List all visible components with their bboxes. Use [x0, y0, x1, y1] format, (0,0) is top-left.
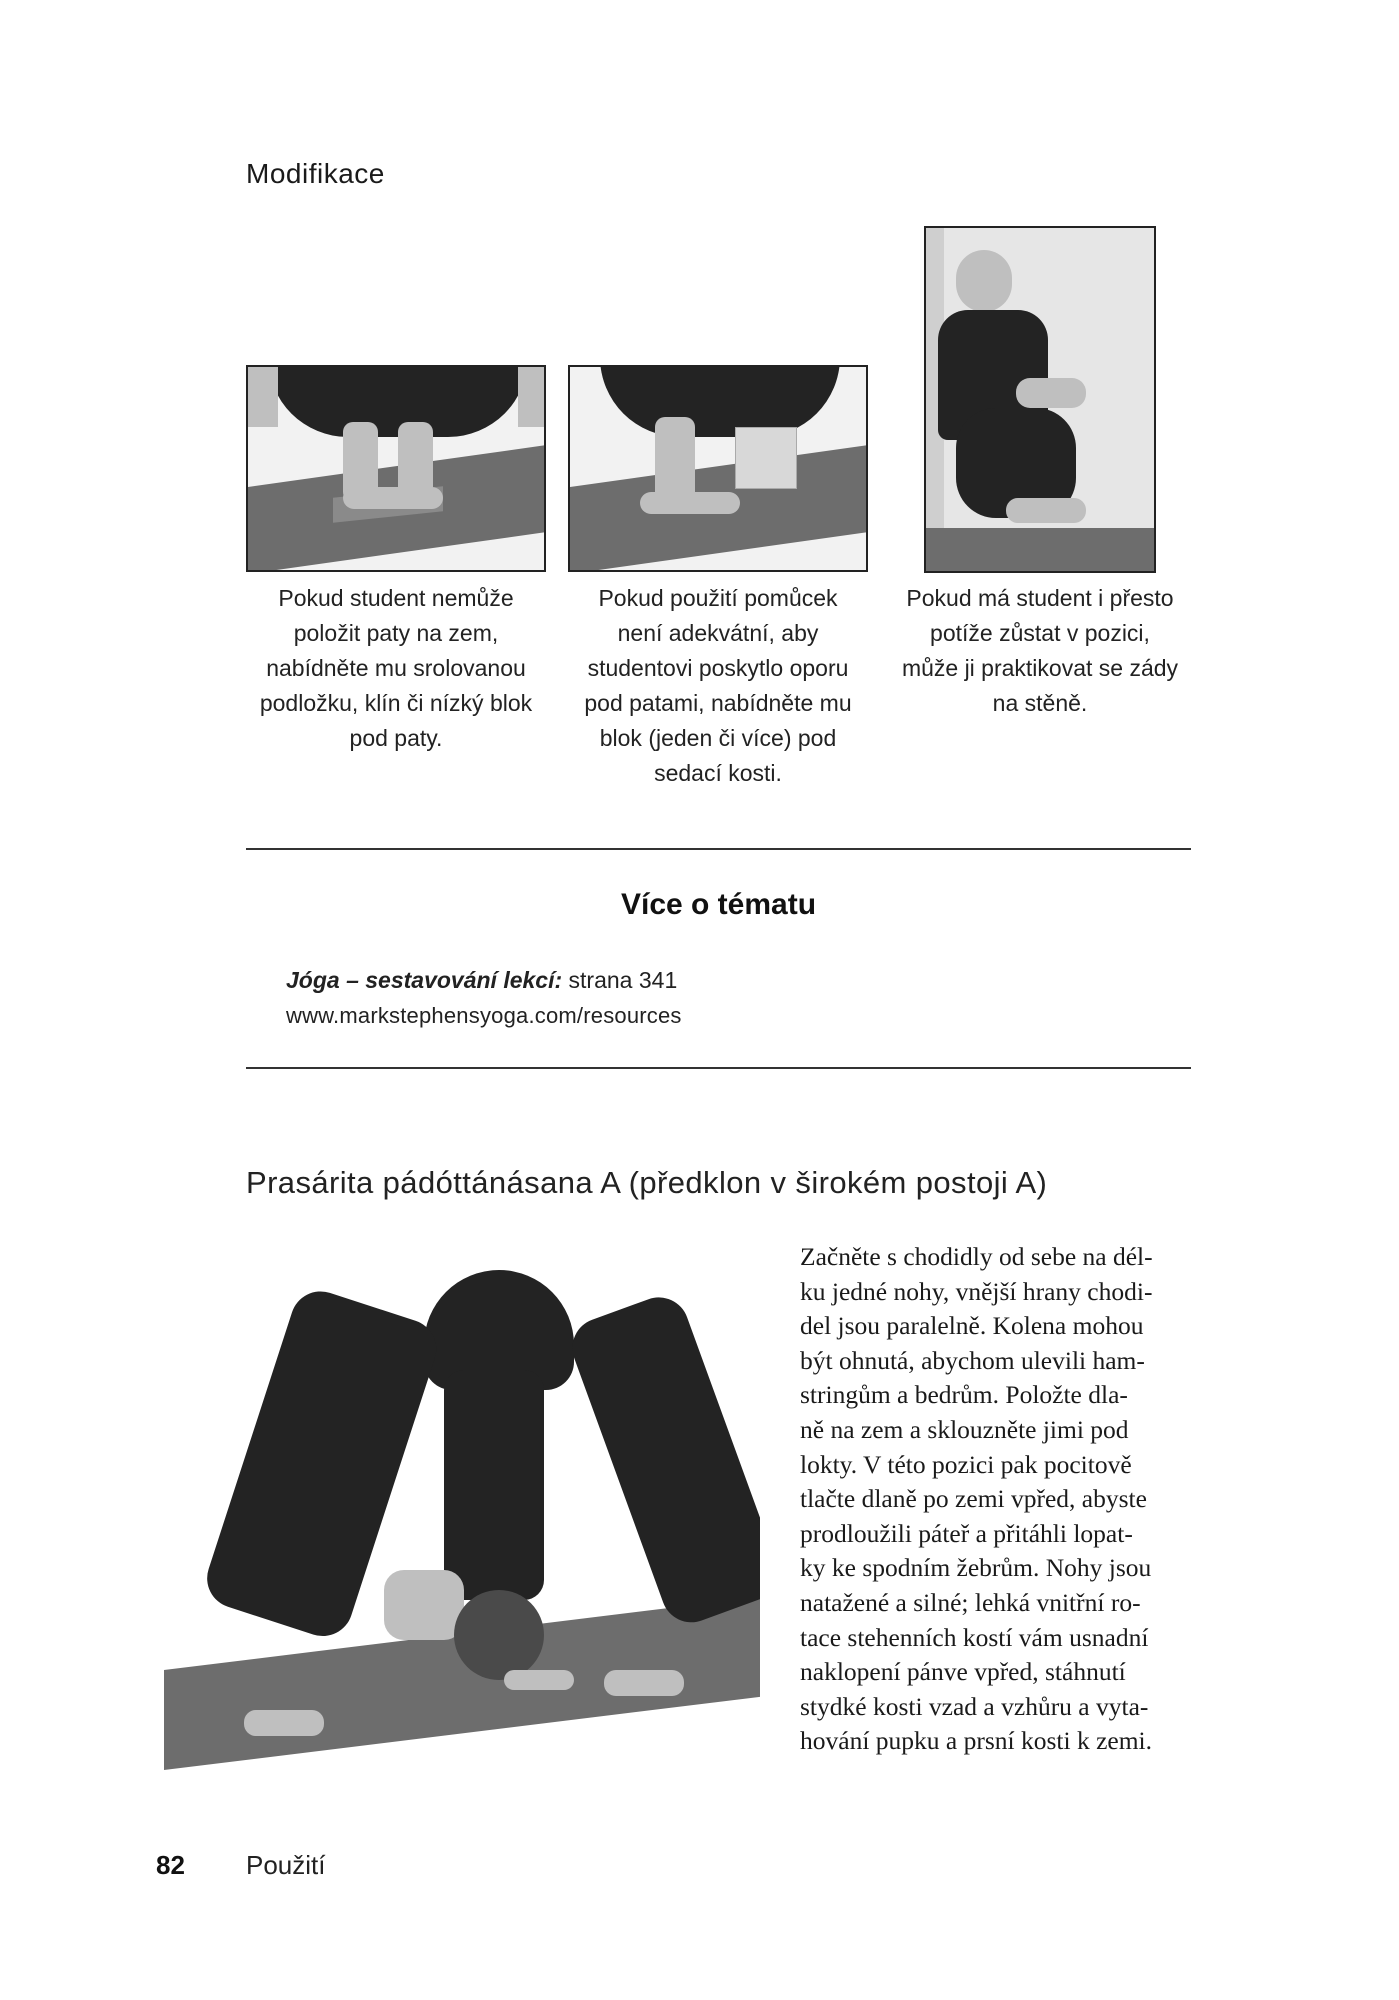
reference-url: www.markstephensyoga.com/resources	[286, 1003, 682, 1028]
caption-wall: Pokud má student i přesto potíže zůstat v pozici, může ji praktikovat se zády na stěně.	[901, 585, 1179, 716]
photo-squat-wedge	[246, 365, 546, 572]
divider-bottom	[246, 1067, 1191, 1069]
reference-page: strana 341	[562, 967, 678, 993]
photo-squat-block	[568, 365, 868, 572]
section-heading: Modifikace	[246, 158, 385, 189]
reference-book-title: Jóga – sestavování lekcí:	[286, 967, 563, 993]
reference-book	[286, 967, 677, 994]
chapter-label: Použití	[246, 1850, 326, 1880]
photo-wide-forward-bend	[164, 1270, 760, 1792]
pose-title: Prasárita pádóttánásana A (předklon v širokém postoji A)	[246, 1165, 1048, 1200]
page-number: 82	[156, 1850, 185, 1880]
divider-top	[246, 848, 1191, 850]
pose-description: Začněte s chodidly od sebe na dél- ku jedné nohy, vnější hrany chodi- del jsou paralelně. Kolena mohou být ohnutá, abychom ulevili ham- stringům a bedrům. Položte dla- ně na zem a sklouzněte jimi pod lokty. V této pozici pak pocitově tlačte dlaně po zemi vpřed, abyste prodloužili páteř a přitáhli lopat- ky ke spodním žebrům. Nohy jsou natažené a silné; lehká vnitřní ro- tace stehenních kostí vám usnadní naklopení pánve vpřed, stáhnutí stydké kosti vzad a vzhůru a vyta- hování pupku a prsní kosti k zemi.	[800, 1242, 1153, 1756]
caption-block: Pokud použití pomůcek není adekvátní, aby studentovi poskytlo oporu pod patami, nabídněte mu blok (jeden či více) pod sedací kosti.	[584, 585, 852, 786]
photo-squat-wall	[924, 226, 1156, 573]
more-title: Více o tématu	[620, 888, 817, 921]
caption-wedge: Pokud student nemůže položit paty na zem, nabídněte mu srolovanou podložku, klín či nízký blok pod paty.	[259, 585, 533, 751]
